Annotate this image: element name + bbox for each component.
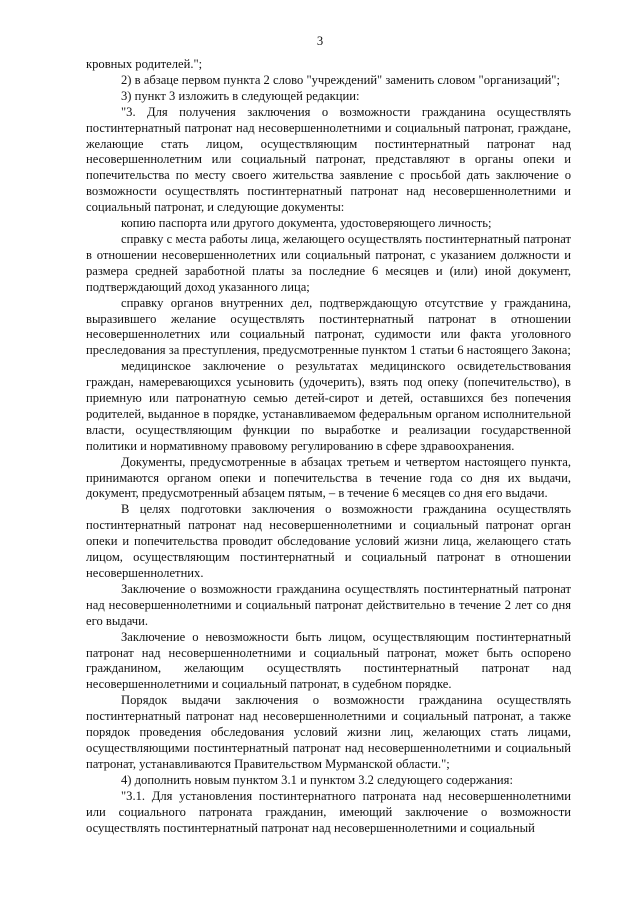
doc-police-certificate: справку органов внутренних дел, подтверждающую отсутствие у гражданина, выразившего желание осуществлять постинтернатный патронат в отношении несовершеннолетних или социальный патронат, судимости или факта уголовного преследования за преступления, предусмотренные пунктом 1 статьи 6 настоящего Закона; (86, 295, 571, 358)
document-body (86, 57, 571, 836)
point-3-intro: "3. Для получения заключения о возможности гражданина осуществлять постинтернатный патронат над несовершеннолетними и социальный патронат, граждане, желающие стать лицом, осуществляющим постинтернатный патронат над несовершеннолетним или социальный патронат, представляют в органы опеки и попечительства по месту своего жительства заявление с просьбой дать заключение о возможности осуществлять постинтернатный патронат над несовершеннолетними и социальный патронат, и следующие документы: (86, 104, 571, 215)
documents-validity: Документы, предусмотренные в абзацах третьем и четвертом настоящего пункта, принимаются органом опеки и попечительства в течение года со дня их выдачи, документ, предусмотренный абзацем пятым, – в течение 6 месяцев со дня его выдачи. (86, 454, 571, 501)
conclusion-appeal: Заключение о невозможности быть лицом, осуществляющим постинтернатный патронат над несовершеннолетними и социальный патронат, может быть оспорено гражданином, желающим осуществлять постинтернатный патронат над несовершеннолетними и социальный патронат, в судебном порядке. (86, 629, 571, 692)
amendment-item-3: 3) пункт 3 изложить в следующей редакции: (121, 88, 360, 103)
living-conditions-inspection: В целях подготовки заключения о возможности гражданина осуществлять постинтернатный патронат над несовершеннолетними и социальный патронат орган опеки и попечительства проводит обследование условий жизни лица, желающего стать лицом, осуществляющим постинтернатный и социальный патронат в отношении несовершеннолетних. (86, 502, 571, 580)
page-number: 3 (316, 34, 324, 48)
issuance-procedure: Порядок выдачи заключения о возможности гражданина осуществлять постинтернатный патронат над несовершеннолетними и социальный патронат, а также порядок проведения обследования условий жизни лиц, желающих стать лицами, осуществляющими постинтернатный патронат над несовершеннолетними и социальный патронат, устанавливаются Правительством Мурманской области."; (86, 693, 571, 771)
doc-passport: копию паспорта или другого документа, удостоверяющего личность; (121, 216, 492, 231)
paragraph-continuation: кровных родителей."; (86, 57, 203, 71)
doc-medical-report: медицинское заключение о результатах медицинского освидетельствования граждан, намеревающихся усыновить (удочерить), взять под опеку (попечительство), в приемную или патронатную семью детей-сирот и детей, оставшихся без попечения родителей, выданное в порядке, устанавливаемом федеральным органом исполнительной власти, осуществляющим функции по выработке и реализации государственной политики и нормативному правовому регулированию в сфере здравоохранения. (86, 359, 571, 453)
amendment-item-4: 4) дополнить новым пунктом 3.1 и пунктом 3.2 следующего содержания: (121, 772, 513, 787)
conclusion-validity: Заключение о возможности гражданина осуществлять постинтернатный патронат над несовершеннолетними и социальный патронат действительно в течение 2 лет со дня его выдачи. (86, 581, 571, 628)
point-3-1-text: "3.1. Для установления постинтернатного патроната над несовершеннолетними или социального патроната гражданин, имеющий заключение о возможности осуществлять постинтернатный патронат над несовершеннолетними и социальный (86, 788, 571, 835)
amendment-item-2: 2) в абзаце первом пункта 2 слово "учреждений" заменить словом "организаций"; (121, 72, 560, 87)
doc-work-certificate: справку с места работы лица, желающего осуществлять постинтернатный патронат в отношении несовершеннолетних или социальный патронат, с указанием должности и размера средней заработной платы за последние 6 месяцев и (или) иной документ, подтверждающий доход указанного лица; (86, 231, 571, 294)
